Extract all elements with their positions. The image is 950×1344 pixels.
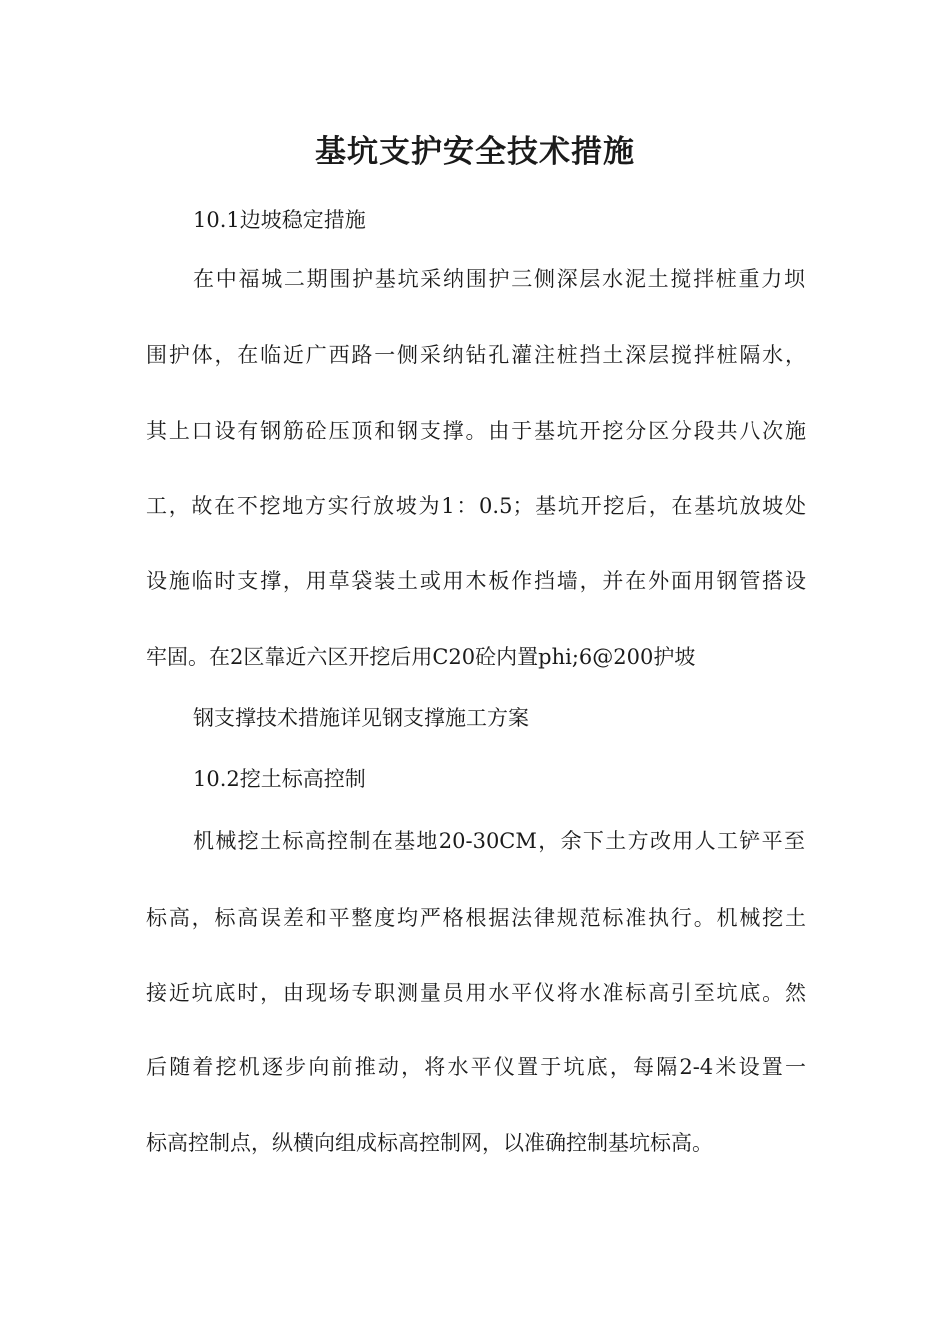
- paragraph-line: 接近坑底时，由现场专职测量员用水平仪将水准标高引至坑底。然: [146, 981, 806, 1005]
- paragraph-line: 围护体，在临近广西路一侧采纳钻孔灌注桩挡土深层搅拌桩隔水，: [146, 343, 806, 367]
- paragraph-line: 机械挖土标高控制在基地20-30CM，余下土方改用人工铲平至: [193, 829, 805, 853]
- note-line: 钢支撑技术措施详见钢支撑施工方案: [193, 706, 529, 730]
- paragraph-line: 标高控制点，纵横向组成标高控制网，以准确控制基坑标高。: [146, 1131, 713, 1155]
- section-heading: 10.1边坡稳定措施: [193, 208, 366, 232]
- paragraph-line: 牢固。在2区靠近六区开挖后用C20砼内置phi;6@200护坡: [146, 645, 696, 669]
- section-heading: 10.2挖土标高控制: [193, 767, 366, 791]
- document-title: 基坑支护安全技术措施: [315, 134, 635, 170]
- paragraph-line: 标高，标高误差和平整度均严格根据法律规范标准执行。机械挖土: [146, 906, 806, 930]
- paragraph-line: 设施临时支撑，用草袋装土或用木板作挡墙，并在外面用钢管搭设: [146, 569, 806, 593]
- paragraph-line: 后随着挖机逐步向前推动，将水平仪置于坑底，每隔2-4米设置一: [146, 1055, 806, 1079]
- paragraph-line: 工，故在不挖地方实行放坡为1：0.5；基坑开挖后，在基坑放坡处: [146, 494, 806, 518]
- paragraph-line: 其上口设有钢筋砼压顶和钢支撑。由于基坑开挖分区分段共八次施: [146, 419, 806, 443]
- paragraph-line: 在中福城二期围护基坑采纳围护三侧深层水泥土搅拌桩重力坝: [193, 267, 805, 291]
